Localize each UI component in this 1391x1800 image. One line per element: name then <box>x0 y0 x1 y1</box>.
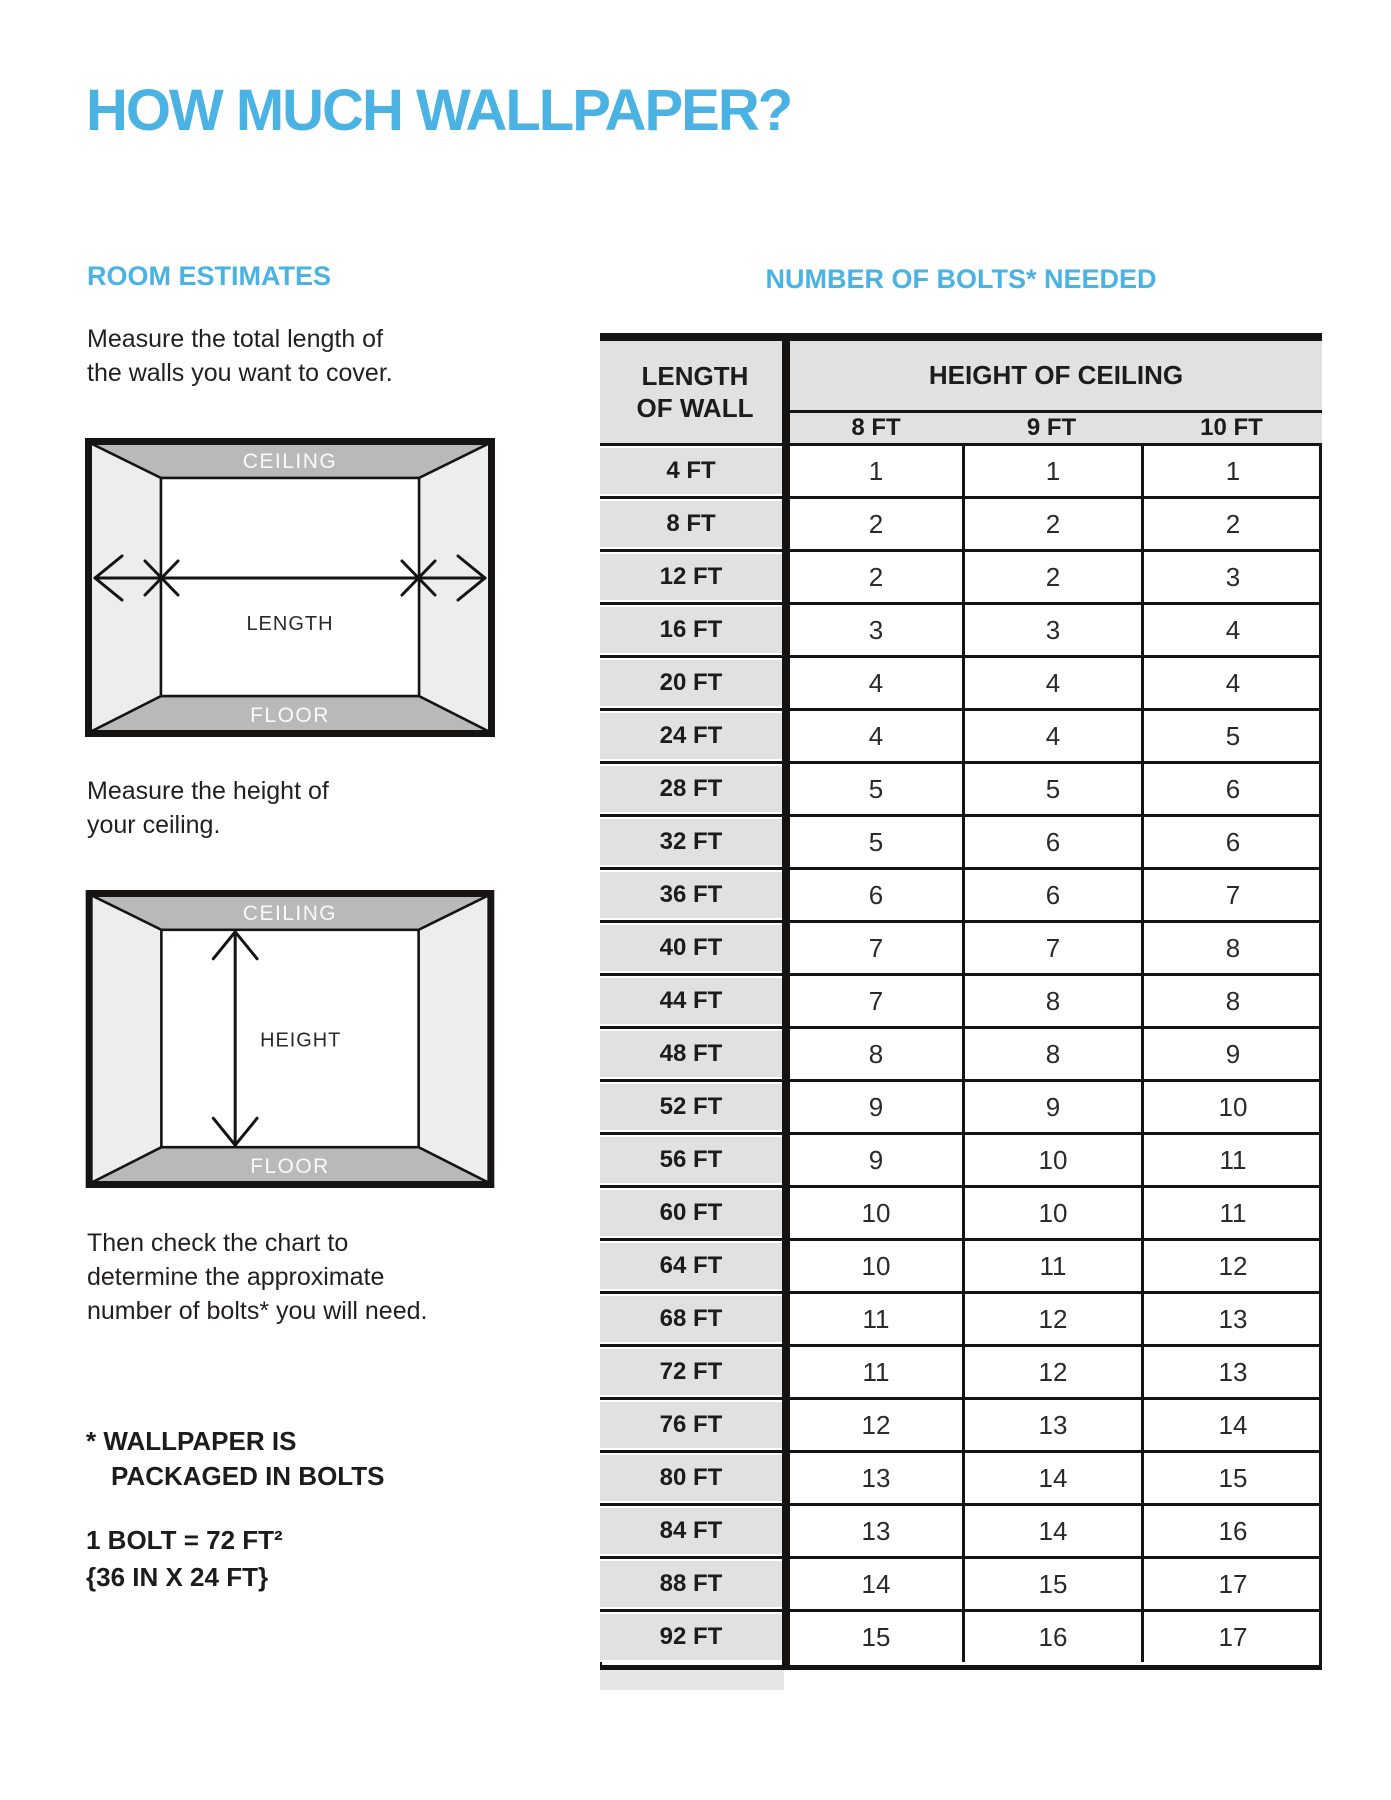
bolt-count-cell: 10 <box>962 1135 1141 1185</box>
wall-length-cell <box>600 1347 790 1397</box>
instruction-chart <box>87 1226 427 1328</box>
bolt-count-cell: 3 <box>1141 552 1322 602</box>
wall-length-cell <box>600 764 790 814</box>
wall-length-label: 76 FT <box>600 1402 782 1448</box>
table-row <box>600 1188 1322 1241</box>
wall-length-cell <box>600 1135 790 1185</box>
table-row <box>600 1612 1322 1662</box>
bolt-count-cell: 4 <box>1141 658 1322 708</box>
wall-length-cell <box>600 1559 790 1609</box>
wall-length-cell <box>600 1241 790 1291</box>
wall-length-cell <box>600 1188 790 1238</box>
bolt-count-cell: 11 <box>962 1241 1141 1291</box>
bolt-count-cell: 10 <box>1141 1082 1322 1132</box>
wall-length-cell <box>600 446 790 496</box>
wall-length-label: 84 FT <box>600 1508 782 1554</box>
bolt-count-cell: 13 <box>1141 1294 1322 1344</box>
wall-length-cell <box>600 711 790 761</box>
wall-length-label: 16 FT <box>600 607 782 653</box>
bolt-count-cell: 8 <box>1141 923 1322 973</box>
bolt-count-cell: 4 <box>962 658 1141 708</box>
bolt-count-cell: 14 <box>962 1453 1141 1503</box>
column-header-8ft: 8 FT <box>851 414 901 441</box>
bolt-count-cell: 15 <box>1141 1453 1322 1503</box>
ceiling-label: CEILING <box>242 450 338 473</box>
bolt-count-cell: 6 <box>1141 817 1322 867</box>
instruction-length-line1: Measure the total length of <box>87 325 384 353</box>
table-body <box>600 446 1322 1662</box>
table-top-border <box>600 333 1322 341</box>
bolt-count-cell: 11 <box>862 1356 890 1387</box>
wall-length-cell <box>600 658 790 708</box>
wall-length-cell <box>600 923 790 973</box>
bolt-count-cell: 6 <box>1141 764 1322 814</box>
bolts-table <box>600 333 1322 1670</box>
bolt-count-cell: 12 <box>1141 1241 1322 1291</box>
bolt-count-cell: 10 <box>861 1250 891 1281</box>
table-row <box>600 870 1322 923</box>
table-row <box>600 1241 1322 1294</box>
bolt-count-cell: 11 <box>862 1303 890 1334</box>
wall-length-cell <box>600 1453 790 1503</box>
bolt-count-cell: 14 <box>962 1506 1141 1556</box>
bolt-count-cell: 5 <box>868 826 884 857</box>
bolt-count-cell: 2 <box>962 499 1141 549</box>
bolt-count-cell: 17 <box>1141 1559 1322 1609</box>
wall-length-cell <box>600 1029 790 1079</box>
table-row <box>600 605 1322 658</box>
bolt-count-cell: 5 <box>1141 711 1322 761</box>
bolt-count-cell: 5 <box>868 773 884 804</box>
bolt-count-cell: 8 <box>868 1038 884 1069</box>
table-row <box>600 1400 1322 1453</box>
table-row <box>600 1029 1322 1082</box>
bolt-count-cell: 13 <box>861 1515 891 1546</box>
wall-length-label: 92 FT <box>600 1614 782 1660</box>
bolt-count-cell: 6 <box>962 870 1141 920</box>
bolt-count-cell: 3 <box>868 614 884 645</box>
length-label: LENGTH <box>246 613 334 635</box>
table-row <box>600 1294 1322 1347</box>
bolt-count-cell: 4 <box>868 720 884 751</box>
instruction-chart-line2: determine the approximate <box>87 1263 385 1291</box>
wall-length-cell <box>600 552 790 602</box>
bolt-count-cell: 12 <box>861 1409 891 1440</box>
bolt-count-cell: 4 <box>1141 605 1322 655</box>
table-row <box>600 817 1322 870</box>
bolt-count-cell: 5 <box>962 764 1141 814</box>
wall-length-label: 48 FT <box>600 1031 782 1077</box>
wall-length-label: 68 FT <box>600 1296 782 1342</box>
wall-length-label: 20 FT <box>600 660 782 706</box>
bolt-count-cell: 12 <box>962 1347 1141 1397</box>
left-wall-panel <box>91 895 162 1183</box>
bolt-count-cell: 1 <box>962 446 1141 496</box>
bolt-count-cell: 4 <box>868 667 884 698</box>
length-of-wall-header-line2: OF WALL <box>636 393 754 423</box>
wall-length-label: 80 FT <box>600 1455 782 1501</box>
table-row <box>600 1453 1322 1506</box>
bolt-count-cell: 9 <box>1141 1029 1322 1079</box>
wall-length-cell <box>600 870 790 920</box>
wall-length-label: 8 FT <box>600 501 782 547</box>
height-label: HEIGHT <box>260 1029 342 1052</box>
table-row <box>600 764 1322 817</box>
wall-length-label: 64 FT <box>600 1243 782 1289</box>
wall-length-label: 88 FT <box>600 1561 782 1607</box>
wall-length-label: 28 FT <box>600 766 782 812</box>
table-row <box>600 976 1322 1029</box>
instruction-length <box>87 322 393 390</box>
table-row <box>600 1559 1322 1612</box>
table-row <box>600 923 1322 976</box>
bolt-count-cell: 9 <box>962 1082 1141 1132</box>
height-of-ceiling-header: HEIGHT OF CEILING <box>790 341 1322 413</box>
wall-length-cell <box>600 605 790 655</box>
column-header-10ft: 10 FT <box>1200 414 1263 441</box>
table-row <box>600 1082 1322 1135</box>
room-length-diagram <box>85 438 495 737</box>
bolt-count-cell: 13 <box>962 1400 1141 1450</box>
wall-length-cell <box>600 1294 790 1344</box>
ceiling-label: CEILING <box>242 901 338 925</box>
bolt-count-cell: 2 <box>962 552 1141 602</box>
bolt-count-cell: 8 <box>1141 976 1322 1026</box>
wall-length-label: 44 FT <box>600 978 782 1024</box>
instruction-chart-line3: number of bolts* you will need. <box>87 1297 428 1325</box>
wall-length-label: 72 FT <box>600 1349 782 1395</box>
wall-length-cell <box>600 1400 790 1450</box>
bolt-count-cell: 16 <box>1141 1506 1322 1556</box>
wall-length-cell <box>600 817 790 867</box>
bolt-count-cell: 15 <box>962 1559 1141 1609</box>
bolt-count-cell: 6 <box>868 879 884 910</box>
wall-length-cell <box>600 1082 790 1132</box>
bolt-count-cell: 16 <box>962 1612 1141 1662</box>
page-title: HOW MUCH WALLPAPER? <box>86 78 792 143</box>
bolt-count-cell: 7 <box>868 985 884 1016</box>
bolt-count-cell: 3 <box>962 605 1141 655</box>
bolt-count-cell: 7 <box>868 932 884 963</box>
instruction-height <box>87 774 329 842</box>
bolt-dimensions: {36 IN X 24 FT} <box>86 1562 269 1592</box>
bolt-count-cell: 11 <box>1141 1188 1322 1238</box>
back-wall-panel <box>161 478 419 696</box>
floor-label: FLOOR <box>250 1155 330 1179</box>
table-row <box>600 658 1322 711</box>
wall-length-label: 4 FT <box>600 448 782 494</box>
table-row <box>600 711 1322 764</box>
wall-length-label: 60 FT <box>600 1190 782 1236</box>
table-bottom-border <box>600 1665 1322 1670</box>
table-gray-stub <box>600 1670 784 1690</box>
room-estimates-heading: ROOM ESTIMATES <box>87 261 332 291</box>
bolt-count-cell: 12 <box>962 1294 1141 1344</box>
bolt-count-cell: 2 <box>1141 499 1322 549</box>
bolt-size-info <box>86 1522 283 1596</box>
bolts-footnote <box>86 1424 384 1494</box>
bolt-count-cell: 1 <box>868 455 884 486</box>
table-row <box>600 1135 1322 1188</box>
bolt-count-cell: 7 <box>962 923 1141 973</box>
instruction-height-line1: Measure the height of <box>87 777 329 805</box>
bolts-needed-heading: NUMBER OF BOLTS* NEEDED <box>765 264 1157 294</box>
length-of-wall-header <box>600 341 790 446</box>
instruction-length-line2: the walls you want to cover. <box>87 359 393 387</box>
bolt-count-cell: 14 <box>1141 1400 1322 1450</box>
floor-label: FLOOR <box>250 704 330 727</box>
bolt-count-cell: 7 <box>1141 870 1322 920</box>
bolt-equivalence: 1 BOLT = 72 FT² <box>86 1525 283 1555</box>
wall-length-label: 36 FT <box>600 872 782 918</box>
bolt-count-cell: 2 <box>868 508 884 539</box>
wall-length-label: 32 FT <box>600 819 782 865</box>
table-row <box>600 1506 1322 1559</box>
column-header-9ft: 9 FT <box>1026 414 1077 441</box>
table-row <box>600 499 1322 552</box>
bolt-count-cell: 8 <box>962 1029 1141 1079</box>
instruction-chart-line1: Then check the chart to <box>87 1229 349 1257</box>
table-row <box>600 1347 1322 1400</box>
footnote-line2: PACKAGED IN BOLTS <box>111 1461 385 1491</box>
table-thick-divider <box>782 333 790 1670</box>
bolt-count-cell: 15 <box>861 1621 891 1652</box>
wall-length-cell <box>600 499 790 549</box>
bolt-count-cell: 4 <box>962 711 1141 761</box>
bolt-count-cell: 10 <box>861 1197 891 1228</box>
instruction-height-line2: your ceiling. <box>87 811 221 839</box>
wall-length-cell <box>600 976 790 1026</box>
table-row <box>600 552 1322 605</box>
footnote-line1: * WALLPAPER IS <box>86 1426 297 1456</box>
wall-length-cell <box>600 1506 790 1556</box>
wall-length-label: 12 FT <box>600 554 782 600</box>
wall-length-label: 56 FT <box>600 1137 782 1183</box>
table-row <box>600 446 1322 499</box>
bolt-count-cell: 10 <box>962 1188 1141 1238</box>
bolt-count-cell: 9 <box>868 1091 884 1122</box>
bolt-count-cell: 1 <box>1141 446 1322 496</box>
bolt-count-cell: 2 <box>868 561 884 592</box>
bolt-count-cell: 6 <box>962 817 1141 867</box>
wall-length-label: 24 FT <box>600 713 782 759</box>
bolt-count-cell: 9 <box>868 1144 884 1175</box>
length-of-wall-header-line1: LENGTH <box>641 361 749 391</box>
wall-length-cell <box>600 1612 790 1662</box>
wall-length-label: 40 FT <box>600 925 782 971</box>
bolt-count-cell: 17 <box>1141 1612 1322 1662</box>
ceiling-height-subheaders <box>790 413 1322 446</box>
wall-length-label: 52 FT <box>600 1084 782 1130</box>
bolt-count-cell: 14 <box>861 1568 891 1599</box>
right-wall-panel <box>419 895 490 1183</box>
room-height-diagram <box>85 890 495 1188</box>
bolt-count-cell: 13 <box>861 1462 891 1493</box>
bolt-count-cell: 8 <box>962 976 1141 1026</box>
bolt-count-cell: 13 <box>1141 1347 1322 1397</box>
bolt-count-cell: 11 <box>1141 1135 1322 1185</box>
